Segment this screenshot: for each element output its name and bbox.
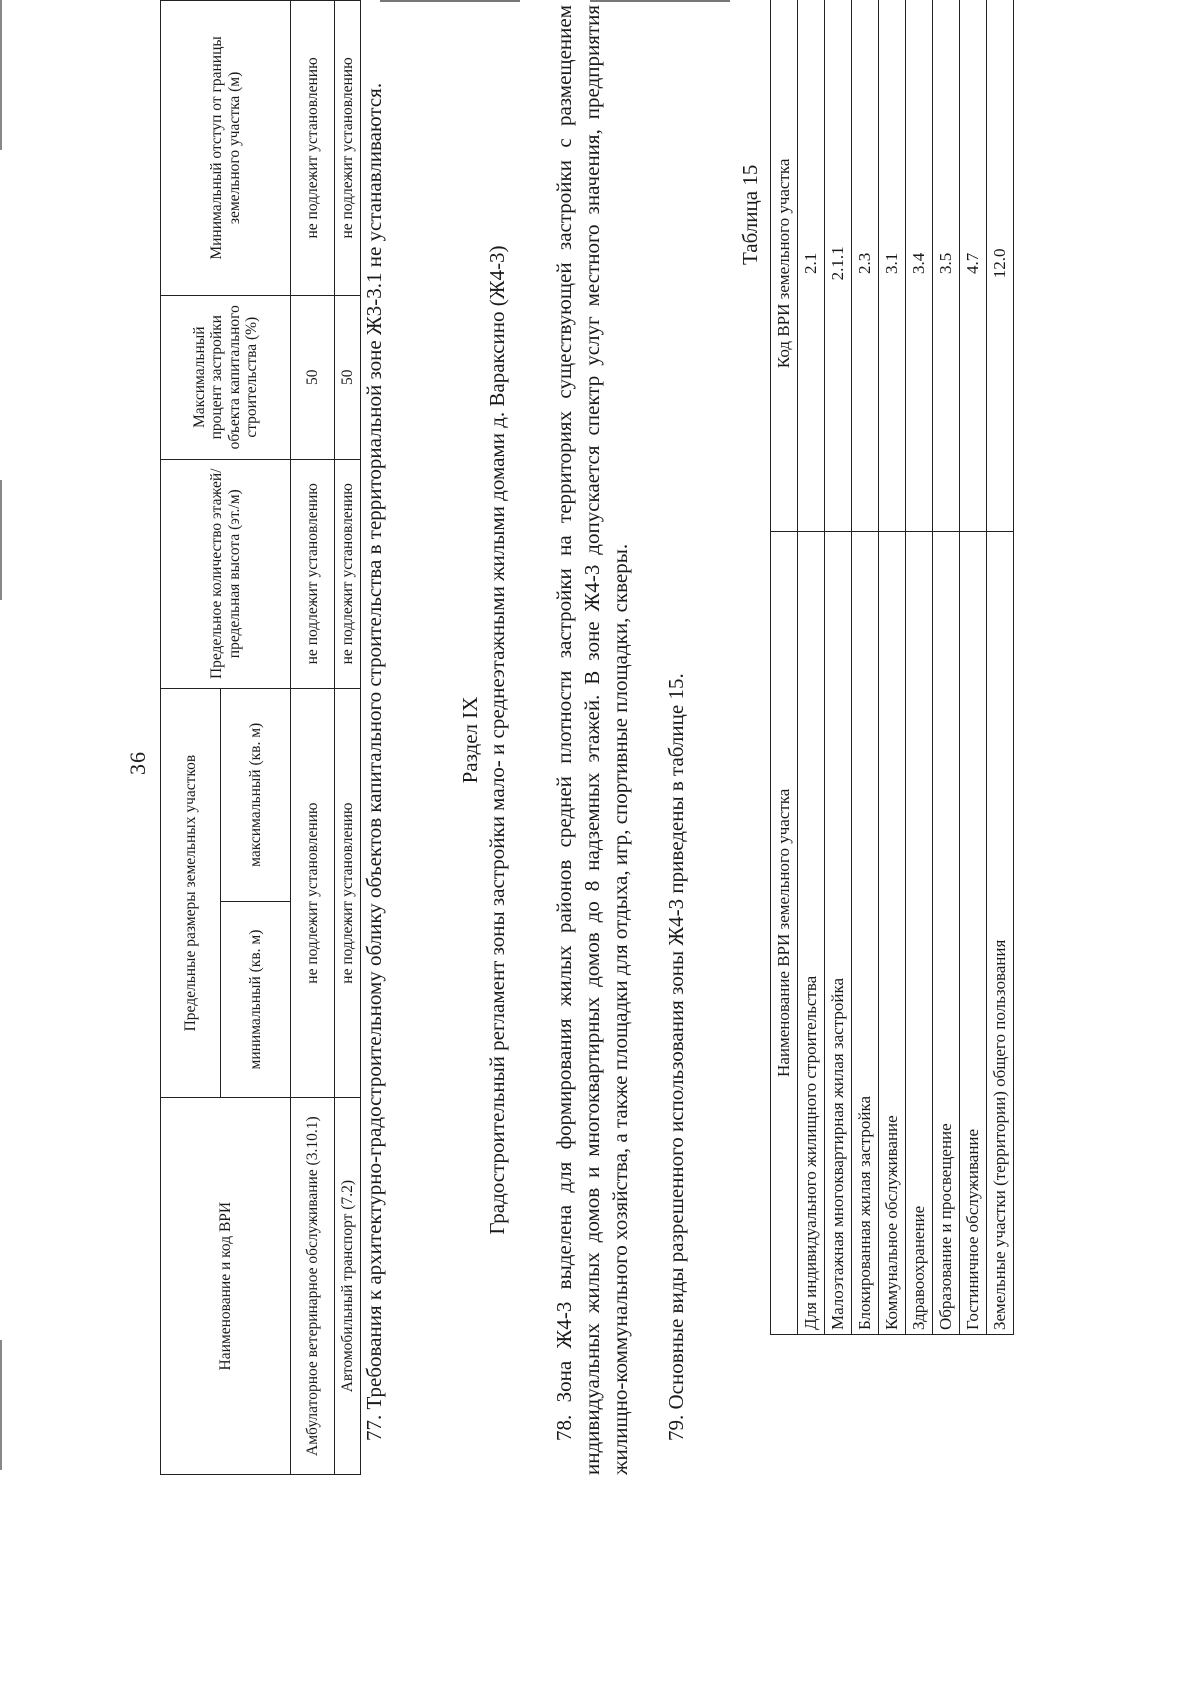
section-title: Градостроительный регламент зоны застройки мало- и среднеэтажными жилыми домами д. Вараксино (Ж4-3) xyxy=(485,245,509,1235)
vri-name: Блокированная жилая застройка xyxy=(852,531,879,1334)
vri-code: 2.3 xyxy=(852,0,879,531)
paragraph-77: 77. Требования к архитектурно-градостроительному облику объектов капитального строительства в территориальной зоне Ж3-3.1 не устанавливаются. xyxy=(362,82,386,1441)
vri-code: 3.5 xyxy=(933,0,960,531)
row-name: Автомобильный транспорт (7.2) xyxy=(335,1098,361,1475)
header-min-size: минимальный (кв. м) xyxy=(221,901,291,1098)
header-vri-code: Код ВРИ земельного участка xyxy=(771,0,798,531)
row-sizes: не подлежит установлению xyxy=(335,688,361,1097)
row-setback: не подлежит установлению xyxy=(291,1,335,296)
table-row xyxy=(987,0,1014,1335)
vri-code: 3.1 xyxy=(879,0,906,531)
vri-code: 2.1 xyxy=(798,0,825,531)
table-row xyxy=(933,0,960,1335)
table-row xyxy=(825,0,852,1335)
scan-edge-left xyxy=(0,0,2,150)
row-floors: не подлежит установлению xyxy=(335,459,361,688)
table-header-row xyxy=(161,1,221,1475)
table-15-label: Таблица 15 xyxy=(738,164,762,265)
row-percent: 50 xyxy=(291,295,335,459)
row-floors: не подлежит установлению xyxy=(291,459,335,688)
vri-code: 3.4 xyxy=(906,0,933,531)
scan-edge-left xyxy=(0,480,2,600)
table-row xyxy=(852,0,879,1335)
page-number: 36 xyxy=(125,751,150,775)
paragraph-79: 79. Основные виды разрешенного использования зоны Ж4-3 приведены в таблице 15. xyxy=(664,673,688,1441)
table-row xyxy=(291,1,335,1475)
table-row xyxy=(335,1,361,1475)
row-setback: не подлежит установлению xyxy=(335,1,361,296)
regulation-params-table xyxy=(160,0,361,1475)
table-row xyxy=(960,0,987,1335)
vri-code: 12.0 xyxy=(987,0,1014,531)
table-15 xyxy=(770,0,1014,1335)
section-number: Раздел IX xyxy=(458,696,482,784)
table-row xyxy=(879,0,906,1335)
vri-name: Здравоохранение xyxy=(906,531,933,1334)
header-vri-name: Наименование ВРИ земельного участка xyxy=(771,531,798,1334)
row-name: Амбулаторное ветеринарное обслуживание (3.10.1) xyxy=(291,1098,335,1475)
vri-name: Образование и просвещение xyxy=(933,531,960,1334)
table-row xyxy=(798,0,825,1335)
vri-name: Гостиничное обслуживание xyxy=(960,531,987,1334)
header-plot-sizes: Предельные размеры земельных участков xyxy=(161,688,221,1097)
header-max-size: максимальный (кв. м) xyxy=(221,688,291,901)
row-sizes: не подлежит установлению xyxy=(291,688,335,1097)
header-floors: Предельное количество этажей/ предельная высота (эт./м) xyxy=(161,459,291,688)
table-header-row xyxy=(771,0,798,1335)
scan-edge-left xyxy=(0,1340,2,1470)
header-min-setback: Минимальный отступ от границы земельного участка (м) xyxy=(161,1,291,296)
vri-name: Коммунальное обслуживание xyxy=(879,531,906,1334)
vri-code: 4.7 xyxy=(960,0,987,531)
vri-name: Для индивидуального жилищного строительства xyxy=(798,531,825,1334)
vri-name: Малоэтажная многоквартирная жилая застройка xyxy=(825,531,852,1334)
vri-name: Земельные участки (территории) общего пользования xyxy=(987,531,1014,1334)
row-percent: 50 xyxy=(335,295,361,459)
table-row xyxy=(906,0,933,1335)
vri-code: 2.1.1 xyxy=(825,0,852,531)
header-max-percent: Максимальный процент застройки объекта капитального строительства (%) xyxy=(161,295,291,459)
header-name-code: Наименование и код ВРИ xyxy=(161,1098,291,1475)
paragraph-78: 78. Зона Ж4-3 выделена для формирования жилых районов средней плотности застройки на территориях существующей застройки с размещением индивидуальных жилых домов и многоквартирных домов до 8 надземных этажей. В зоне Ж4-3 допускается спектр услуг местного значения, предприятия жилищно-коммунального хозяйства, а также площадки для отдыха, игр, спортивные площадки, скверы. xyxy=(552,5,632,1475)
rotated-page-content xyxy=(125,0,1009,1475)
